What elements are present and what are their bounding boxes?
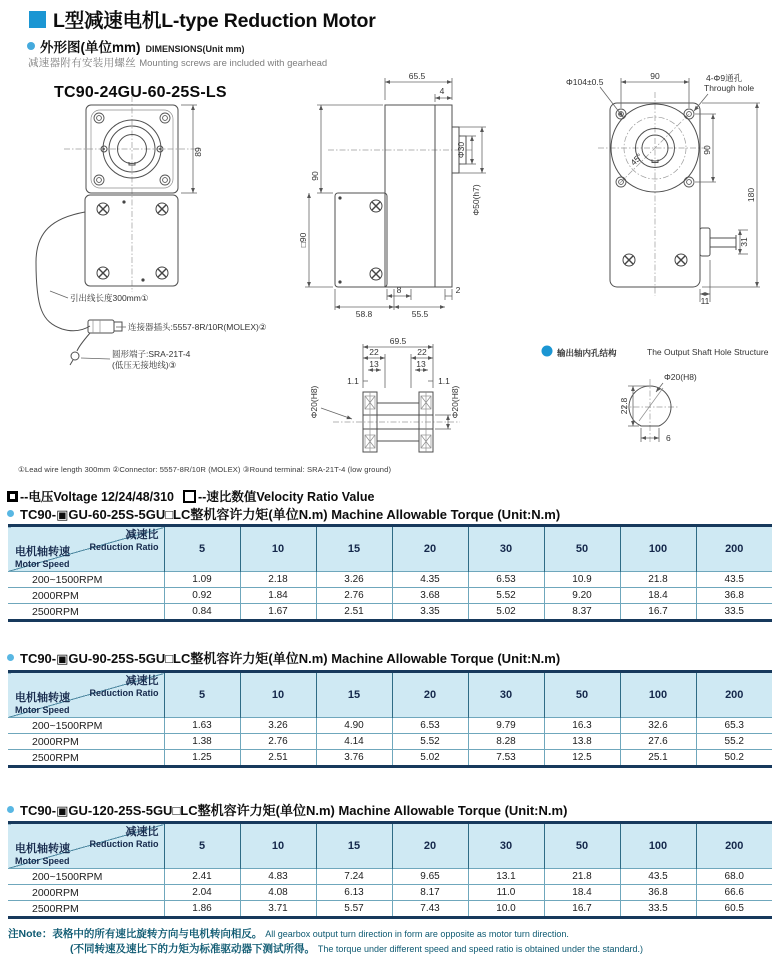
symbol-legend xyxy=(7,487,374,505)
ratio-column-header: 50 xyxy=(544,823,620,869)
dim-front-89: 89 xyxy=(193,147,203,157)
torque-value-cell: 6.53 xyxy=(392,718,468,734)
torque-table-90 xyxy=(8,670,772,768)
torque-value-cell: 21.8 xyxy=(544,869,620,885)
torque-value-cell: 9.65 xyxy=(392,869,468,885)
dim-side-d30: Φ30 xyxy=(456,141,466,159)
ratio-legend-text: --速比数值Velocity Ratio Value xyxy=(198,490,375,504)
reduction-ratio-en: Reduction Ratio xyxy=(89,838,159,849)
table-corner-cell xyxy=(8,672,164,718)
torque-value-cell: 60.5 xyxy=(696,901,772,918)
dimension-drawings xyxy=(0,70,780,468)
torque-value-cell: 4.83 xyxy=(240,869,316,885)
torque-value-cell: 43.5 xyxy=(696,572,772,588)
motor-speed-zh: 电机轴转速 xyxy=(15,546,70,559)
ratio-column-header: 15 xyxy=(316,672,392,718)
section-title-60 xyxy=(7,504,560,523)
dim-side-8: 8 xyxy=(396,285,402,295)
torque-value-cell: 1.09 xyxy=(164,572,240,588)
torque-value-cell: 5.02 xyxy=(392,750,468,767)
voltage-symbol-icon xyxy=(7,491,18,502)
dim-side-d50: Φ50(h7) xyxy=(471,184,481,216)
reduction-ratio-zh: 减速比 xyxy=(125,826,159,838)
ratio-column-header: 10 xyxy=(240,526,316,572)
ratio-column-header: 20 xyxy=(392,672,468,718)
dim-shaft-d20-left: Φ20(H8) xyxy=(309,385,319,419)
shaft-section-drawing xyxy=(309,336,460,452)
torque-value-cell: 3.68 xyxy=(392,588,468,604)
model-number: TC90-24GU-60-25S-LS xyxy=(54,84,227,101)
table-row xyxy=(8,718,772,734)
reduction-ratio-en: Reduction Ratio xyxy=(89,541,159,552)
dim-hole-6: 6 xyxy=(666,433,671,443)
terminal-label-2: (低压无接地线)③ xyxy=(112,360,177,370)
reduction-ratio-zh: 减速比 xyxy=(125,675,159,687)
ratio-column-header: 100 xyxy=(620,823,696,869)
table-row xyxy=(8,604,772,621)
motor-speed-label-cell: 200~1500RPM xyxy=(8,718,164,734)
torque-value-cell: 4.90 xyxy=(316,718,392,734)
dim-shaft-13-l: 13 xyxy=(369,359,379,369)
torque-value-cell: 7.24 xyxy=(316,869,392,885)
section-bullet-icon xyxy=(7,510,14,517)
section-bullet-icon xyxy=(542,346,553,357)
side-view-drawing xyxy=(298,71,486,319)
front-view-drawing xyxy=(36,96,266,370)
ratio-column-header: 50 xyxy=(544,672,620,718)
torque-value-cell: 1.67 xyxy=(240,604,316,621)
torque-value-cell: 1.25 xyxy=(164,750,240,767)
torque-value-cell: 16.7 xyxy=(544,901,620,918)
torque-value-cell: 2.41 xyxy=(164,869,240,885)
shaft-hole-heading-zh: 输出轴内孔结构 xyxy=(557,348,617,358)
table-row xyxy=(8,885,772,901)
table-corner-cell xyxy=(8,823,164,869)
torque-value-cell: 6.13 xyxy=(316,885,392,901)
ratio-column-header: 30 xyxy=(468,526,544,572)
torque-value-cell: 18.4 xyxy=(620,588,696,604)
motor-speed-label-cell: 2000RPM xyxy=(8,588,164,604)
ratio-column-header: 200 xyxy=(696,672,772,718)
note-line2-zh: (不同转速及速比下的力矩为标准驱动器下测试所得。 xyxy=(70,943,315,956)
torque-value-cell: 10.9 xyxy=(544,572,620,588)
terminal-label-1: 圆形端子:SRA-21T-4 xyxy=(112,349,191,359)
table-header-row xyxy=(8,823,772,869)
motor-speed-label-cell: 2500RPM xyxy=(8,604,164,621)
torque-value-cell: 2.18 xyxy=(240,572,316,588)
motor-speed-label-cell: 2500RPM xyxy=(8,901,164,918)
ratio-symbol-icon xyxy=(183,490,196,503)
torque-value-cell: 0.92 xyxy=(164,588,240,604)
mounting-note-en: Mounting screws are included with gearhead xyxy=(139,58,328,69)
torque-value-cell: 25.1 xyxy=(620,750,696,767)
bullet-dot-icon xyxy=(27,42,35,50)
torque-value-cell: 36.8 xyxy=(620,885,696,901)
dim-side-55-5: 55.5 xyxy=(411,309,429,319)
ratio-column-header: 200 xyxy=(696,526,772,572)
corner-top-label xyxy=(90,826,159,849)
dimensions-heading-zh: 外形图(单位mm) xyxy=(40,40,141,55)
motor-speed-en: Motor Speed xyxy=(15,558,70,569)
torque-value-cell: 33.5 xyxy=(620,901,696,918)
torque-value-cell: 9.20 xyxy=(544,588,620,604)
ratio-column-header: 100 xyxy=(620,526,696,572)
ratio-column-header: 15 xyxy=(316,526,392,572)
dim-shaft-22-l: 22 xyxy=(369,347,379,357)
torque-value-cell: 13.8 xyxy=(544,734,620,750)
torque-value-cell: 2.51 xyxy=(240,750,316,767)
through-hole-label-en: Through hole xyxy=(704,83,755,93)
output-shaft-hole-section xyxy=(542,346,769,444)
table-row xyxy=(8,588,772,604)
section-title-text: TC90-▣GU-120-25S-5GU□LC整机容许力矩(单位N.m) Machine Allowable Torque (Unit:N.m) xyxy=(20,803,568,818)
dim-back-11: 11 xyxy=(700,296,710,306)
torque-value-cell: 66.6 xyxy=(696,885,772,901)
dim-shaft-22-r: 22 xyxy=(417,347,427,357)
torque-value-cell: 21.8 xyxy=(620,572,696,588)
section-title-120 xyxy=(7,800,567,819)
torque-value-cell: 65.3 xyxy=(696,718,772,734)
dim-shaft-1-1-l: 1.1 xyxy=(347,376,359,386)
drawing-footnotes: ①Lead wire length 300mm ②Connector: 5557-8R/10R (MOLEX) ③Round terminal: SRA-21T-4 (low ground) xyxy=(18,465,392,474)
torque-value-cell: 5.52 xyxy=(392,734,468,750)
dim-side-4: 4 xyxy=(439,86,445,96)
dim-back-31: 31 xyxy=(739,237,749,247)
torque-value-cell: 6.53 xyxy=(468,572,544,588)
dim-side-90: 90 xyxy=(310,171,320,181)
dim-hole-d20: Φ20(H8) xyxy=(664,372,697,382)
torque-value-cell: 5.57 xyxy=(316,901,392,918)
ratio-column-header: 15 xyxy=(316,823,392,869)
reduction-ratio-en: Reduction Ratio xyxy=(89,687,159,698)
torque-value-cell: 18.4 xyxy=(544,885,620,901)
section-title-text: TC90-▣GU-60-25S-5GU□LC整机容许力矩(单位N.m) Machine Allowable Torque (Unit:N.m) xyxy=(20,507,561,522)
torque-value-cell: 1.84 xyxy=(240,588,316,604)
torque-value-cell: 7.53 xyxy=(468,750,544,767)
corner-bottom-label xyxy=(15,692,70,715)
ratio-column-header: 30 xyxy=(468,823,544,869)
section-bullet-icon xyxy=(7,654,14,661)
dim-shaft-13-r: 13 xyxy=(416,359,426,369)
table-header-row xyxy=(8,526,772,572)
corner-top-label xyxy=(90,529,159,552)
dim-back-d104: Φ104±0.5 xyxy=(566,77,604,87)
torque-value-cell: 8.37 xyxy=(544,604,620,621)
dim-back-top90: 90 xyxy=(650,71,660,81)
torque-value-cell: 32.6 xyxy=(620,718,696,734)
ratio-column-header: 50 xyxy=(544,526,620,572)
torque-value-cell: 10.0 xyxy=(468,901,544,918)
torque-value-cell: 1.38 xyxy=(164,734,240,750)
table-corner-cell xyxy=(8,526,164,572)
torque-value-cell: 27.6 xyxy=(620,734,696,750)
motor-speed-label-cell: 200~1500RPM xyxy=(8,572,164,588)
torque-value-cell: 2.04 xyxy=(164,885,240,901)
motor-speed-label-cell: 2000RPM xyxy=(8,885,164,901)
torque-table-60 xyxy=(8,524,772,622)
dim-side-65-5: 65.5 xyxy=(408,71,426,81)
table-header-row xyxy=(8,672,772,718)
torque-value-cell: 68.0 xyxy=(696,869,772,885)
note-line-2 xyxy=(8,942,643,957)
ratio-column-header: 5 xyxy=(164,526,240,572)
torque-value-cell: 12.5 xyxy=(544,750,620,767)
torque-value-cell: 11.0 xyxy=(468,885,544,901)
note-line1-en: All gearbox output turn direction in form are opposite as motor turn direction. xyxy=(265,929,569,939)
motor-speed-en: Motor Speed xyxy=(15,704,70,715)
connector-label: 连接器插头:5557-8R/10R(MOLEX)② xyxy=(128,322,267,332)
torque-value-cell: 4.14 xyxy=(316,734,392,750)
through-hole-label-zh: 4-Φ9通孔 xyxy=(706,73,743,83)
note-line2-en: The torque under different speed and speed ratio is obtained under the standard.) xyxy=(317,944,643,955)
table-row xyxy=(8,734,772,750)
torque-value-cell: 1.63 xyxy=(164,718,240,734)
torque-value-cell: 43.5 xyxy=(620,869,696,885)
motor-speed-label-cell: 2000RPM xyxy=(8,734,164,750)
corner-bottom-label xyxy=(15,843,70,866)
page-title: L型减速电机L-type Reduction Motor xyxy=(53,10,376,32)
corner-bottom-label xyxy=(15,546,70,569)
torque-value-cell: 16.3 xyxy=(544,718,620,734)
lead-wire-label: 引出线长度300mm① xyxy=(70,293,149,303)
section-title-text: TC90-▣GU-90-25S-5GU□LC整机容许力矩(单位N.m) Machine Allowable Torque (Unit:N.m) xyxy=(20,651,561,666)
dim-shaft-d20-right: Φ20(H8) xyxy=(450,385,460,419)
torque-value-cell: 7.43 xyxy=(392,901,468,918)
torque-value-cell: 3.35 xyxy=(392,604,468,621)
torque-value-cell: 3.26 xyxy=(316,572,392,588)
torque-value-cell: 5.52 xyxy=(468,588,544,604)
torque-value-cell: 13.1 xyxy=(468,869,544,885)
dim-back-right90: 90 xyxy=(702,145,712,155)
torque-value-cell: 36.8 xyxy=(696,588,772,604)
motor-speed-zh: 电机轴转速 xyxy=(15,843,70,856)
dim-hole-22-8: 22.8 xyxy=(619,397,629,415)
voltage-legend-text: --电压Voltage 12/24/48/310 xyxy=(20,490,175,504)
dim-side-2: 2 xyxy=(455,285,461,295)
table-row xyxy=(8,901,772,918)
torque-value-cell: 5.02 xyxy=(468,604,544,621)
torque-value-cell: 2.76 xyxy=(240,734,316,750)
torque-value-cell: 55.2 xyxy=(696,734,772,750)
torque-value-cell: 16.7 xyxy=(620,604,696,621)
ratio-column-header: 200 xyxy=(696,823,772,869)
torque-value-cell: 8.17 xyxy=(392,885,468,901)
torque-value-cell: 0.84 xyxy=(164,604,240,621)
table-row xyxy=(8,869,772,885)
ratio-column-header: 10 xyxy=(240,672,316,718)
torque-value-cell: 50.2 xyxy=(696,750,772,767)
section-title-90 xyxy=(7,648,560,667)
table-row xyxy=(8,572,772,588)
dim-shaft-1-1-r: 1.1 xyxy=(438,376,450,386)
torque-value-cell: 8.28 xyxy=(468,734,544,750)
connector-plug-drawing xyxy=(88,320,122,333)
torque-value-cell: 33.5 xyxy=(696,604,772,621)
mounting-note-zh: 减速器附有安装用螺丝 xyxy=(28,57,136,69)
note-line1-zh: 表格中的所有速比旋转方向与电机转向相反。 xyxy=(52,928,263,940)
ratio-column-header: 20 xyxy=(392,526,468,572)
ratio-column-header: 20 xyxy=(392,823,468,869)
shaft-hole-heading-en: The Output Shaft Hole Structure xyxy=(647,347,769,357)
torque-value-cell: 3.71 xyxy=(240,901,316,918)
section-bullet-icon xyxy=(7,806,14,813)
note-line-1 xyxy=(8,927,643,942)
torque-table-120 xyxy=(8,821,772,919)
dim-back-180: 180 xyxy=(746,187,756,203)
table-row xyxy=(8,750,772,767)
motor-speed-en: Motor Speed xyxy=(15,855,70,866)
mounting-note xyxy=(28,55,327,70)
ratio-column-header: 30 xyxy=(468,672,544,718)
dim-side-sq90: □90 xyxy=(298,232,308,248)
dim-side-58-8: 58.8 xyxy=(355,309,373,319)
title-square-icon xyxy=(29,11,46,28)
torque-value-cell: 2.51 xyxy=(316,604,392,621)
ratio-column-header: 10 xyxy=(240,823,316,869)
dimensions-heading-en: DIMENSIONS(Unit mm) xyxy=(145,44,245,54)
torque-value-cell: 4.08 xyxy=(240,885,316,901)
ratio-column-header: 5 xyxy=(164,823,240,869)
page-header xyxy=(29,5,376,33)
motor-speed-label-cell: 200~1500RPM xyxy=(8,869,164,885)
motor-speed-label-cell: 2500RPM xyxy=(8,750,164,767)
motor-speed-zh: 电机轴转速 xyxy=(15,692,70,705)
torque-value-cell: 1.86 xyxy=(164,901,240,918)
torque-value-cell: 2.76 xyxy=(316,588,392,604)
dim-back-45: 45° xyxy=(628,151,645,168)
dimensions-heading xyxy=(27,36,245,56)
ratio-column-header: 100 xyxy=(620,672,696,718)
back-view-drawing xyxy=(566,71,760,306)
torque-value-cell: 4.35 xyxy=(392,572,468,588)
corner-top-label xyxy=(90,675,159,698)
torque-value-cell: 3.76 xyxy=(316,750,392,767)
reduction-ratio-zh: 减速比 xyxy=(125,529,159,541)
torque-value-cell: 9.79 xyxy=(468,718,544,734)
torque-value-cell: 3.26 xyxy=(240,718,316,734)
ratio-column-header: 5 xyxy=(164,672,240,718)
note-prefix: 注Note： xyxy=(8,928,53,940)
dim-shaft-69-5: 69.5 xyxy=(389,336,407,346)
bottom-note xyxy=(8,927,643,957)
